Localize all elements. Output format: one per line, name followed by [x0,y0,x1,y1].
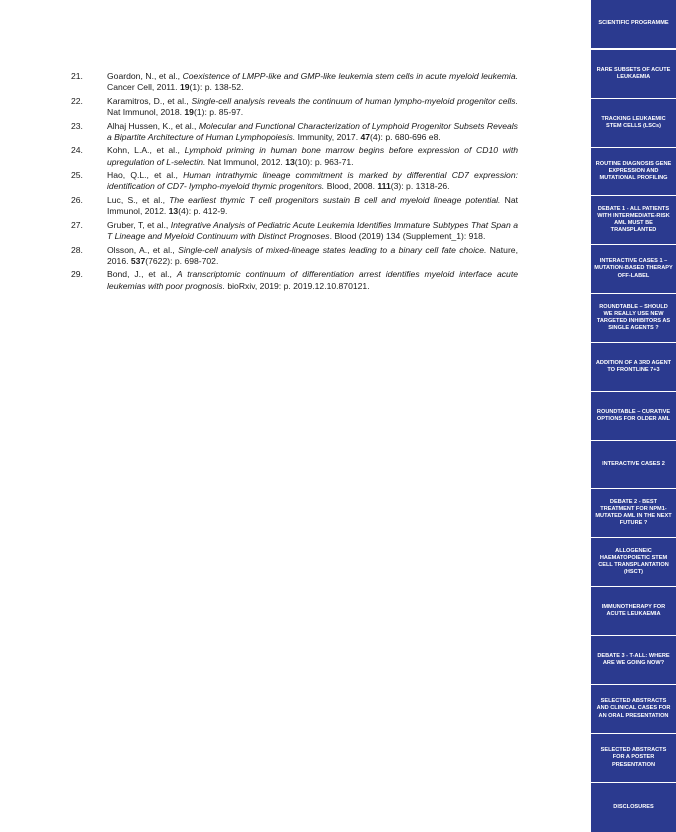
sidebar-nav-button[interactable] [591,294,676,342]
reference-title: Human intrathymic lineage commitment is marked by differential CD7 expression: identification of CD7- lympho-myeloid thymic progenitors. [107,170,518,192]
reference-authors: Olsson, A., et al., [107,244,179,255]
sidebar-nav-button[interactable] [591,99,676,147]
sidebar-nav-label: SELECTED ABSTRACTS AND CLINICAL CASES FOR AN ORAL PRESENTATION [596,698,671,719]
reference-journal: Immunity, 2017. [295,131,361,142]
sidebar-nav-label: SELECTED ABSTRACTS FOR A POSTER PRESENTATION [600,747,667,768]
sidebar-nav-label: ROUNDTABLE – SHOULD WE REALLY USE NEW TARGETED INHIBITORS AS SINGLE AGENTS ? [596,303,671,332]
reference-item [71,145,518,167]
reference-list [71,71,518,294]
sidebar-nav-button[interactable] [591,0,676,48]
sidebar-nav-button[interactable] [591,538,676,586]
reference-authors: Luc, S., et al., [107,194,170,205]
reference-text [107,245,518,267]
sidebar-nav-label: INTERACTIVE CASES 2 [602,460,665,467]
reference-number: 22. [71,95,83,106]
reference-text [107,121,518,143]
sidebar-nav-button[interactable] [591,587,676,635]
reference-volume: 13 [168,206,179,217]
reference-authors: Gruber, T, et al., [107,219,171,230]
sidebar-nav-button[interactable] [591,343,676,391]
reference-title: Lymphoid priming in human bone marrow begins before expression of CD10 with upregulation of L-selectin. [107,145,518,167]
reference-volume: 537 [130,255,146,266]
reference-item [71,71,518,93]
sidebar-nav-label: DEBATE 3 - T-ALL: WHERE ARE WE GOING NOW? [597,652,670,666]
reference-text [107,145,518,167]
reference-text [107,96,518,118]
reference-item [71,269,518,291]
sidebar-nav-label: INTERACTIVE CASES 1 – MUTATION-BASED THERAPY OFF-LABEL [594,258,673,279]
reference-item [71,96,518,118]
sidebar-nav-button[interactable] [591,196,676,244]
sidebar-nav-button[interactable] [591,441,676,488]
reference-number: 21. [71,71,83,81]
reference-item [71,121,518,143]
sidebar-nav-label: TRACKING LEUKAEMIC STEM CELLS (LSCs) [601,115,666,129]
sidebar-nav-button[interactable] [591,50,676,98]
sidebar-nav [591,0,676,832]
reference-journal: Blood, 2008. [324,181,378,192]
sidebar-nav-button[interactable] [591,636,676,684]
sidebar-nav-button[interactable] [591,392,676,440]
reference-volume: 19 [179,82,190,93]
reference-title: Single-cell analysis of mixed-lineage states leading to a binary cell fate choice. [178,244,487,255]
reference-text [107,220,518,242]
sidebar-nav-label: ROUTINE DIAGNOSIS GENE EXPRESSION AND MUTATIONAL PROFILING [595,160,672,182]
reference-text [107,195,518,217]
reference-title: Single-cell analysis reveals the continuum of human lympho-myeloid progenitor cells. [191,95,518,106]
reference-pages: (4): p. 412-9. [178,206,228,217]
sidebar-nav-label: SCIENTIFIC PROGRAMME [598,20,669,27]
reference-journal: Nature, 2016. [107,244,518,266]
reference-pages: (3): p. 1318-26. [390,181,450,192]
reference-text [107,269,518,291]
reference-volume: 13 [285,156,295,167]
reference-number: 25. [71,170,83,181]
reference-pages: (1): p. 138-52. [189,82,244,93]
reference-number: 29. [71,269,83,280]
reference-text [107,71,518,93]
sidebar-nav-button[interactable] [591,783,676,832]
reference-title: A transcriptomic continuum of differentiation arrest identifies myeloid interface acute leukemias with poor prognosis. [107,269,519,291]
reference-authors: Karamitros, D., et al., [107,95,192,106]
sidebar-nav-label: DEBATE 2 - BEST TREATMENT FOR NPM1-MUTATED AML IN THE NEXT FUTURE ? [595,498,672,527]
sidebar-nav-button[interactable] [591,489,676,537]
sidebar-nav-button[interactable] [591,148,676,195]
reference-item [71,195,518,217]
sidebar-nav-button[interactable] [591,734,676,782]
reference-journal: Cancer Cell, 2011. [107,82,180,93]
reference-journal: bioRxiv, 2019: p. 2019.12.10.870121. [224,280,370,291]
sidebar-nav-label: RARE SUBSETS OF ACUTE LEUKAEMIA [596,66,671,80]
reference-item [71,170,518,192]
reference-authors: Bond, J., et al., [107,269,177,280]
reference-item [71,245,518,267]
reference-volume: 19 [184,107,194,117]
reference-authors: Alhaj Hussen, K., et al., [107,120,199,131]
reference-volume: 47 [360,131,371,142]
sidebar-nav-label: ROUNDTABLE – CURATIVE OPTIONS FOR OLDER AML [596,408,671,422]
reference-authors: Hao, Q.L., et al., [107,170,184,181]
sidebar-nav-label: IMMUNOTHERAPY FOR ACUTE LEUKAEMIA [601,603,666,617]
reference-volume: 111 [377,181,391,192]
reference-journal: Nat Immunol, 2012. [107,194,518,217]
sidebar-nav-label: DEBATE 1 - ALL PATIENTS WITH INTERMEDIATE-RISK AML MUST BE TRANSPLANTED [597,205,670,234]
reference-item [71,220,518,242]
sidebar-nav-button[interactable] [591,245,676,293]
reference-pages: (7622): p. 698-702. [145,255,219,266]
reference-number: 28. [71,244,83,255]
reference-pages: (10): p. 963-71. [294,156,354,167]
reference-journal: Nat Immunol, 2012. [205,156,286,167]
reference-number: 26. [71,194,83,205]
sidebar-nav-label: ADDITION OF A 3RD AGENT TO FRONTLINE 7+3 [595,359,672,373]
reference-authors: Kohn, L.A., et al., [107,145,185,156]
reference-title: Molecular and Functional Characterization of Lymphoid Progenitor Subsets Reveals a Bipartite Architecture of Human Lymphopoiesis. [107,120,518,142]
reference-journal: . Blood (2019) 134 (Supplement_1): 918. [329,230,486,241]
reference-title: The earliest thymic T cell progenitors sustain B cell and myeloid lineage potential. [169,194,501,205]
reference-pages: (4): p. 680-696 e8. [370,131,441,142]
reference-number: 27. [71,219,83,230]
reference-journal: Nat Immunol, 2018. [107,107,185,117]
sidebar-nav-button[interactable] [591,685,676,733]
reference-pages: (1): p. 85-97. [193,107,244,117]
sidebar-nav-label: ALLOGENEIC HAEMATOPOIETIC STEM CELL TRANSPLANTATION (HSCT) [598,547,669,576]
reference-text [107,170,518,192]
reference-title: Coexistence of LMPP-like and GMP-like leukemia stem cells in acute myeloid leukemia. [182,71,518,81]
reference-number: 23. [71,120,83,131]
reference-title: Integrative Analysis of Pediatric Acute Leukemia Identifies Immature Subtypes That Span a T Lineage and Myeloid Continuum with Distinct Prognoses [107,219,518,241]
reference-authors: Goardon, N., et al., [107,71,183,81]
reference-number: 24. [71,145,83,156]
sidebar-nav-label: DISCLOSURES [613,803,654,810]
